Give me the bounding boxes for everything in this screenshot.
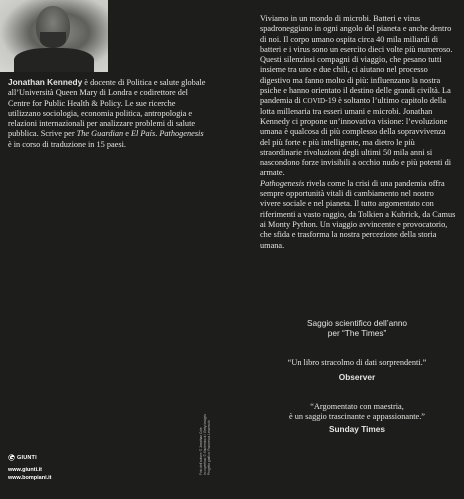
author-bio-text-3: . bbox=[155, 129, 160, 139]
quote-sunday-times bbox=[250, 402, 464, 423]
author-photo bbox=[0, 0, 108, 72]
blurb-text-2: -19 è soltanto l’ultimo capitolo della lotta millenaria tra esseri umani e microbi. Jonathan Kennedy ci propone un’innovativa visione: l’evoluzione umana è qualcosa di più complesso della sopravvivenza del più forte e più intelligente, ma dietro le più straordinarie rivoluzioni degli ultimi 50 mila anni si nascondono forze invisibili a occhio nudo e più potenti di armate. bbox=[260, 96, 452, 178]
publisher-logo-text: GIUNTI bbox=[17, 454, 37, 461]
credit-line-2: In copertina: © Shutterstock / Getty Images bbox=[203, 414, 207, 475]
publication-guardian: The Guardian bbox=[76, 129, 124, 139]
site-giunti-link[interactable]: www.giunti.it bbox=[8, 467, 43, 473]
book-blurb bbox=[260, 14, 456, 251]
author-bio-text-4: è in corso di traduzione in 15 paesi. bbox=[8, 139, 126, 149]
award-note bbox=[250, 318, 464, 339]
award-line-2: per “The Times” bbox=[327, 328, 387, 339]
quote-observer: “Un libro stracolmo di dati sorprendenti.” bbox=[287, 358, 427, 367]
author-photo-shoulders bbox=[14, 48, 94, 72]
credit-line-3: Progetto grafico: Francesca Leoneschi bbox=[207, 420, 211, 475]
publication-el-pais: El País bbox=[130, 129, 156, 139]
book-title-bio: Pathogenesis bbox=[159, 129, 204, 139]
book-title-blurb: Pathogenesis bbox=[260, 178, 305, 188]
blurb-text-1: Viviamo in un mondo di microbi. Batteri e virus spadroneggiano in ogni angolo del pianeta e anche dentro di noi. Il corpo umano ospita circa 40 mila miliardi di batteri e i virus sono un esercito dieci volte più numeroso. Questi silenziosi compagni di viaggio, che pesano tutti insieme tra uno e due chili, ci aiutano nel processo digestivo ma fanno molto di più: influenzano la nostra psiche e hanno orientato il destino delle grandi civiltà. La pandemia di bbox=[260, 14, 453, 106]
publisher-sites bbox=[8, 466, 52, 482]
blurb-paragraph-1 bbox=[260, 14, 456, 179]
giunti-logo-icon bbox=[8, 454, 15, 461]
blurb-paragraph-2 bbox=[260, 179, 456, 251]
blurb-text-3: rivela come la crisi di una pandemia offra sempre opportunità vitali di cambiamento nel nostro vivere sociale e nel pianeta. Il tutto argomentato con riferimenti a vasto raggio, da Tolkien a Kubrick, da Camus ai Monty Python. Un viaggio avvincente e provocatorio, che sfida e trasforma la nostra percezione della storia umana. bbox=[260, 178, 456, 250]
quote-sunday-times-line-2: è un saggio trascinante e appassionante.” bbox=[289, 412, 425, 422]
site-bompiani-link[interactable]: www.bompiani.it bbox=[8, 475, 52, 481]
quote-sunday-times-line-1: “Argomentato con maestria, bbox=[310, 402, 404, 411]
award-line-1: Saggio scientifico dell’anno bbox=[306, 318, 408, 328]
author-bio-text-1: è docente di Politica e salute globale all’Università Queen Mary di Londra e codirettore del Centre for Public Health & Policy. Le sue ricerche utilizzano sociologia, economia politica, antropologia e relazioni internazionali per analizzare problemi di salute pubblica. Scrive per bbox=[8, 78, 206, 139]
author-photo-beard bbox=[40, 32, 66, 48]
author-bio-text-2: e bbox=[123, 129, 131, 139]
credit-line-1: Foto dell’autore: © Jonathan Cole bbox=[199, 427, 203, 475]
blurb-covid: COVID bbox=[302, 97, 326, 106]
quote-source-sunday-times: Sunday Times bbox=[328, 424, 386, 434]
quote-source-observer: Observer bbox=[338, 372, 376, 382]
publisher-logo bbox=[8, 454, 37, 461]
author-name: Jonathan Kennedy bbox=[8, 77, 83, 87]
author-bio bbox=[8, 77, 208, 150]
